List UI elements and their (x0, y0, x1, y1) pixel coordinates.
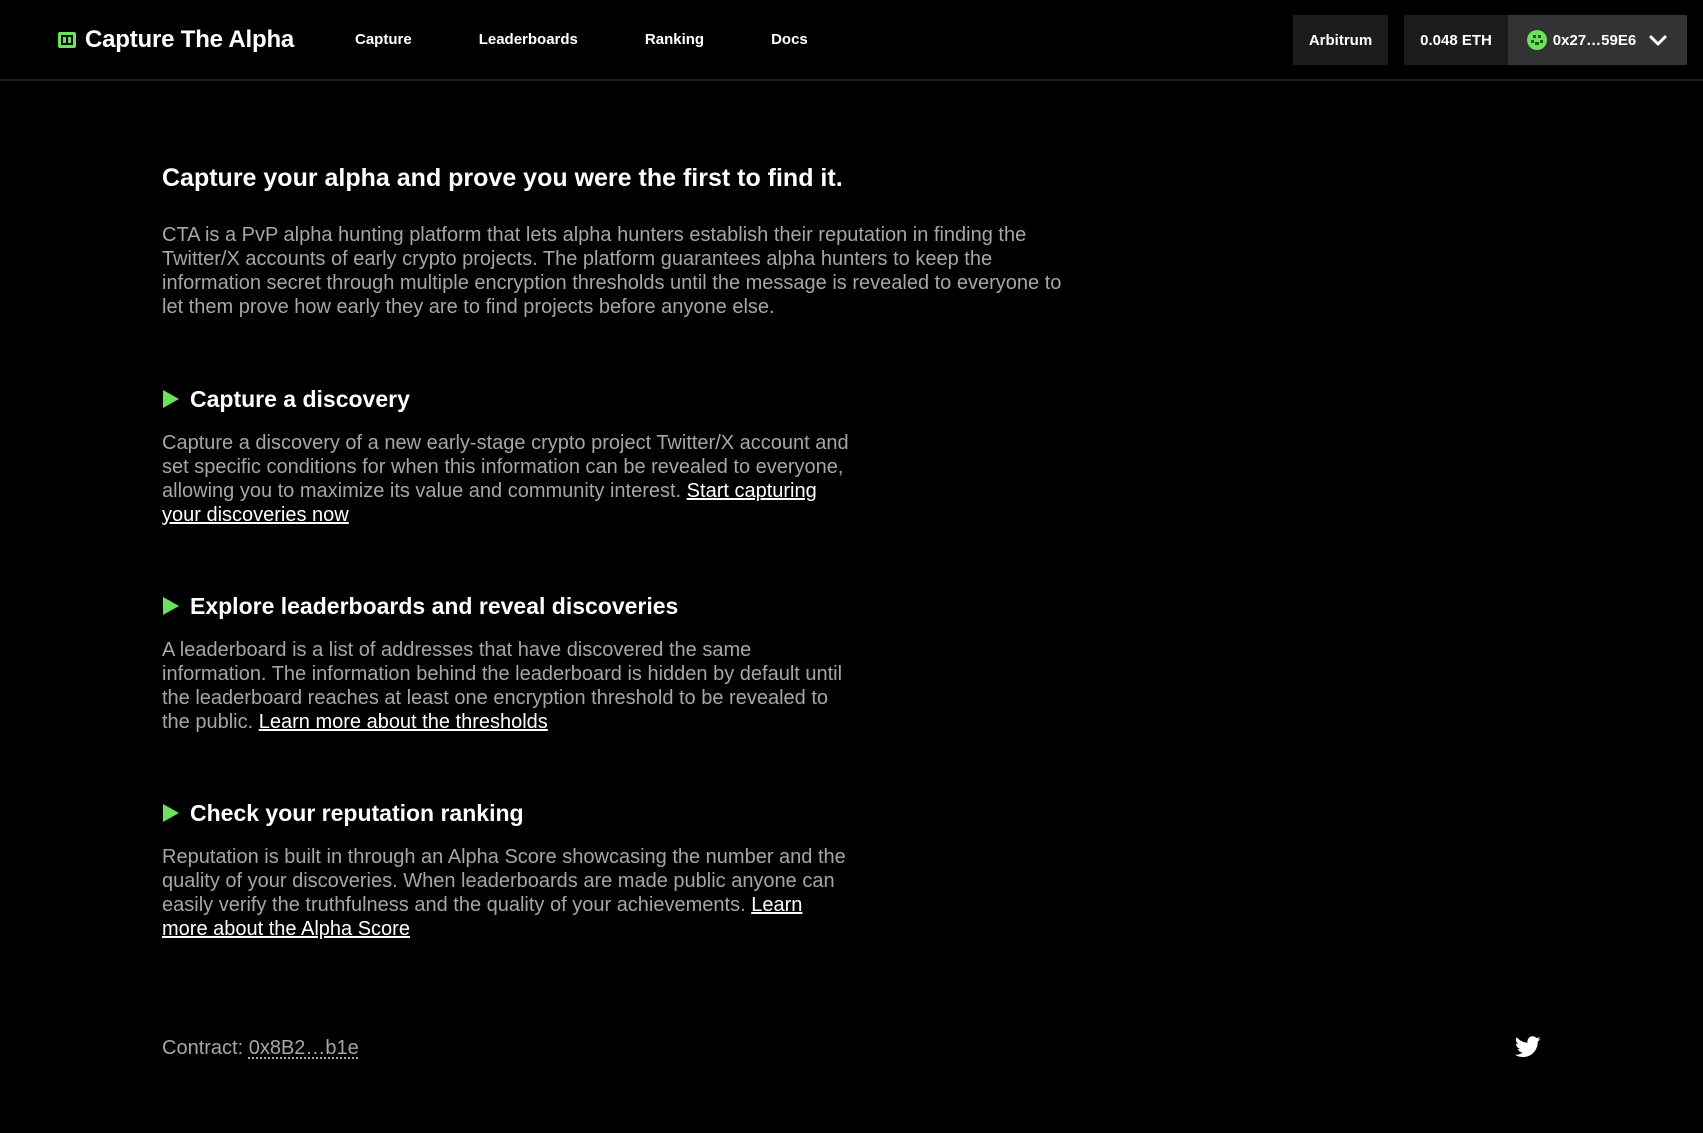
chevron-down-icon[interactable] (1648, 30, 1668, 50)
section-text: A leaderboard is a list of addresses that have discovered the same information. The information behind the leaderboard is hidden by default until the leaderboard reaches at least one encryption threshold to be revealed to the public. (162, 639, 843, 733)
section-explore-leaderboards (162, 589, 1162, 734)
balance-display: 0.048 ETH (1404, 15, 1508, 65)
nav-ranking[interactable]: Ranking (644, 31, 705, 48)
main-content (162, 160, 1162, 941)
nav-capture[interactable]: Capture (355, 31, 412, 48)
page-title: Capture your alpha and prove you were the first to find it. (162, 164, 843, 192)
top-navigation-bar (0, 0, 1703, 81)
wallet-area (1293, 15, 1687, 65)
intro-paragraph: CTA is a PvP alpha hunting platform that lets alpha hunters establish their reputation in finding the Twitter/X accounts of early crypto projects. The platform guarantees alpha hunters to keep the information secret through multiple encryption thresholds until the message is revealed to everyone to let them prove how early they are to find projects before anyone else. (162, 224, 1062, 318)
contract-address[interactable]: 0x8B2…b1e (248, 1037, 359, 1059)
brand[interactable] (57, 22, 294, 58)
play-icon (162, 389, 180, 409)
play-icon (162, 803, 180, 823)
brand-name: Capture The Alpha (85, 26, 295, 53)
cta-logo-icon (57, 30, 77, 50)
twitter-icon[interactable] (1515, 1036, 1541, 1058)
section-heading (162, 382, 1162, 416)
address-display[interactable] (1508, 15, 1687, 65)
nav-leaderboards[interactable]: Leaderboards (478, 31, 578, 48)
section-text: Reputation is built in through an Alpha Score showcasing the number and the quality of your discoveries. When leaderboards are made public anyone can easily verify the truthfulness and the quality of your achievements. (162, 846, 846, 916)
nav-docs[interactable]: Docs (771, 31, 808, 48)
section-heading-text: Explore leaderboards and reveal discoveries (190, 593, 679, 619)
section-paragraph (162, 845, 852, 941)
learn-alpha-score-link[interactable]: Learn more about the Alpha Score (162, 894, 803, 940)
section-paragraph (162, 638, 852, 734)
section-heading-text: Capture a discovery (190, 386, 410, 412)
section-text: Capture a discovery of a new early-stage crypto project Twitter/X account and set specific conditions for when this information can be revealed to everyone, allowing you to maximize its value and community interest. (162, 432, 849, 502)
section-paragraph (162, 431, 852, 527)
play-icon (162, 596, 180, 616)
contract-label: Contract: (162, 1037, 249, 1059)
learn-thresholds-link[interactable]: Learn more about the thresholds (258, 711, 548, 733)
section-reputation-ranking (162, 796, 1162, 941)
start-capturing-link[interactable]: Start capturing your discoveries now (162, 480, 817, 526)
footer (162, 1037, 359, 1060)
section-capture-discovery (162, 382, 1162, 527)
avatar-icon (1527, 30, 1547, 50)
section-heading (162, 589, 1162, 623)
account-button[interactable] (1404, 15, 1687, 65)
network-button[interactable]: Arbitrum (1293, 15, 1388, 65)
main-nav (355, 28, 875, 52)
wallet-address: 0x27…59E6 (1552, 31, 1637, 49)
section-heading (162, 796, 1162, 830)
section-heading-text: Check your reputation ranking (190, 800, 524, 826)
